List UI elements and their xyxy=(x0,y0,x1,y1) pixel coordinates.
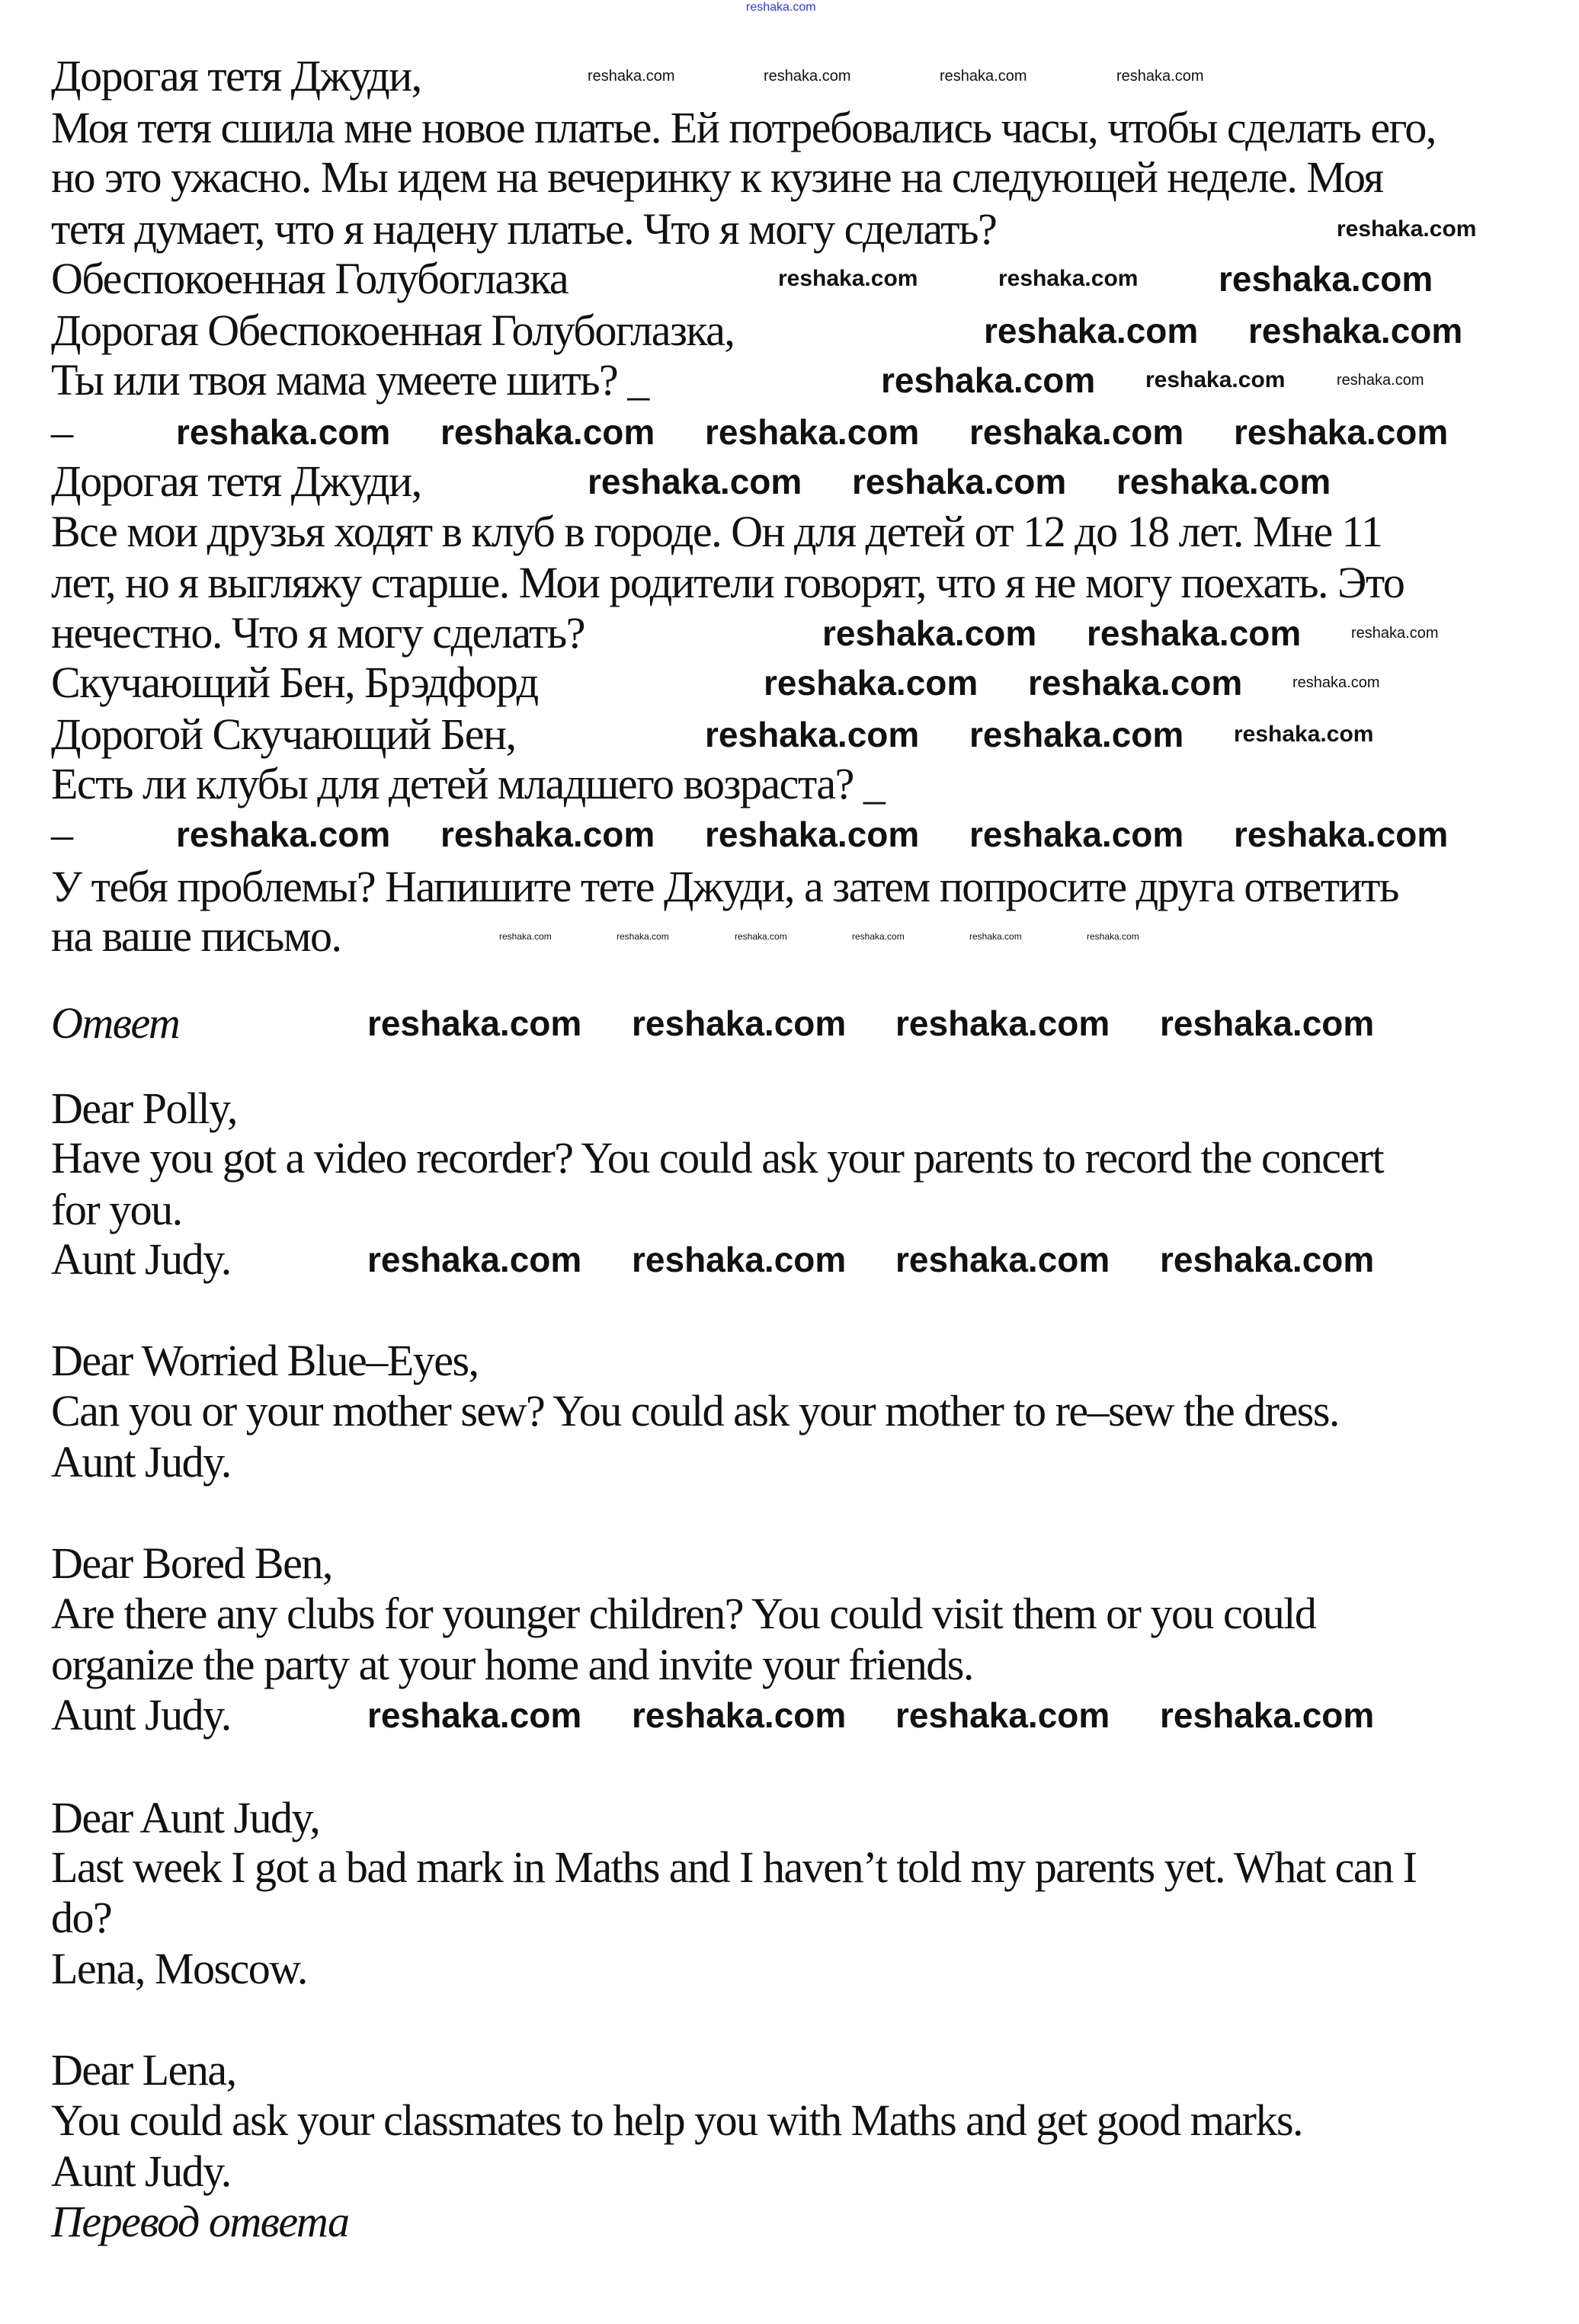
text-line: for you. xyxy=(51,1185,182,1234)
watermark: reshaka.com xyxy=(822,613,1037,653)
text-line: Last week I got a bad mark in Maths and I haven’t told my parents yet. What can I xyxy=(51,1842,1417,1892)
watermark: reshaka.com xyxy=(1351,625,1439,642)
text-line: на ваше письмо. xyxy=(51,911,341,961)
text-line: Dear Worried Blue–Eyes, xyxy=(51,1336,479,1385)
text-line: Dear Bored Ben, xyxy=(51,1538,332,1588)
watermark: reshaka.com xyxy=(895,1240,1110,1279)
watermark: reshaka.com xyxy=(1337,216,1477,242)
watermark: reshaka.com xyxy=(176,815,391,854)
text-line: Have you got a video recorder? You could ask your parents to record the concert xyxy=(51,1133,1384,1183)
watermark: reshaka.com xyxy=(764,68,851,85)
text-line: Lena, Moscow. xyxy=(51,1944,307,1993)
watermark: reshaka.com xyxy=(746,1,816,14)
watermark: reshaka.com xyxy=(588,462,802,501)
text-line: do? xyxy=(51,1893,112,1942)
watermark: reshaka.com xyxy=(1234,412,1449,452)
text-line: Дорогая тетя Джуди, xyxy=(51,51,421,101)
watermark: reshaka.com xyxy=(998,266,1139,291)
watermark: reshaka.com xyxy=(1234,815,1449,854)
watermark: reshaka.com xyxy=(969,815,1184,854)
watermark: reshaka.com xyxy=(617,931,669,942)
watermark: reshaka.com xyxy=(1160,1004,1375,1043)
text-line: Ты или твоя мама умеете шить? _ xyxy=(51,355,649,405)
text-line: – xyxy=(51,407,72,456)
watermark: reshaka.com xyxy=(1028,663,1243,703)
text-line: Can you or your mother sew? You could ask your mother to re–sew the dress. xyxy=(51,1386,1339,1436)
watermark: reshaka.com xyxy=(499,931,552,942)
text-line: Dear Polly, xyxy=(51,1084,237,1133)
watermark: reshaka.com xyxy=(778,266,918,291)
watermark: reshaka.com xyxy=(1337,372,1424,389)
text-line: Моя тетя сшила мне новое платье. Ей потребовались часы, чтобы сделать его, xyxy=(51,103,1436,152)
text-line: нечестно. Что я могу сделать? xyxy=(51,608,585,658)
watermark: reshaka.com xyxy=(1292,674,1380,691)
text-line: Dear Aunt Judy, xyxy=(51,1793,320,1842)
watermark: reshaka.com xyxy=(1087,931,1139,942)
text-line: лет, но я выгляжу старше. Мои родители говорят, что я не могу поехать. Это xyxy=(51,558,1404,607)
text-line: Все мои друзья ходят в клуб в городе. Он для детей от 12 до 18 лет. Мне 11 xyxy=(51,507,1382,556)
text-line: organize the party at your home and invite your friends. xyxy=(51,1640,973,1689)
text-line: Aunt Judy. xyxy=(51,1690,231,1740)
watermark: reshaka.com xyxy=(984,311,1199,351)
watermark: reshaka.com xyxy=(881,360,1096,400)
watermark: reshaka.com xyxy=(1234,722,1374,747)
watermark: reshaka.com xyxy=(1160,1240,1375,1279)
watermark: reshaka.com xyxy=(1116,462,1331,501)
watermark: reshaka.com xyxy=(705,815,920,854)
watermark: reshaka.com xyxy=(1248,311,1463,351)
text-line: Dear Lena, xyxy=(51,2045,236,2095)
text-line: You could ask your classmates to help you with Maths and get good marks. xyxy=(51,2095,1303,2145)
watermark: reshaka.com xyxy=(1219,259,1433,299)
text-line: тетя думает, что я надену платье. Что я могу сделать? xyxy=(51,204,997,254)
text-line: Скучающий Бен, Брэдфорд xyxy=(51,658,538,707)
watermark: reshaka.com xyxy=(1116,68,1204,85)
text-line: Aunt Judy. xyxy=(51,1437,231,1487)
watermark: reshaka.com xyxy=(1145,367,1286,392)
watermark: reshaka.com xyxy=(969,412,1184,452)
section-heading: Ответ xyxy=(51,998,180,1048)
watermark: reshaka.com xyxy=(969,715,1184,754)
text-line: Обеспокоенная Голубоглазка xyxy=(51,254,569,303)
watermark: reshaka.com xyxy=(1160,1695,1375,1735)
watermark: reshaka.com xyxy=(367,1695,582,1735)
text-line: Есть ли клубы для детей младшего возраста? _ xyxy=(51,759,885,808)
watermark: reshaka.com xyxy=(764,663,978,703)
text-line: Aunt Judy. xyxy=(51,1234,231,1284)
watermark: reshaka.com xyxy=(852,931,905,942)
text-line: но это ужасно. Мы идем на вечеринку к кузине на следующей неделе. Моя xyxy=(51,152,1383,202)
watermark: reshaka.com xyxy=(367,1004,582,1043)
watermark: reshaka.com xyxy=(176,412,391,452)
text-line: Дорогая тетя Джуди, xyxy=(51,456,421,506)
watermark: reshaka.com xyxy=(367,1240,582,1279)
watermark: reshaka.com xyxy=(1087,613,1302,653)
watermark: reshaka.com xyxy=(588,68,675,85)
text-line: Дорогой Скучающий Бен, xyxy=(51,709,516,759)
watermark: reshaka.com xyxy=(969,931,1022,942)
watermark: reshaka.com xyxy=(735,931,787,942)
text-line: – xyxy=(51,809,72,859)
watermark: reshaka.com xyxy=(632,1004,847,1043)
watermark: reshaka.com xyxy=(895,1695,1110,1735)
watermark: reshaka.com xyxy=(632,1695,847,1735)
watermark: reshaka.com xyxy=(895,1004,1110,1043)
text-line: У тебя проблемы? Напишите тете Джуди, а затем попросите друга ответить xyxy=(51,862,1398,911)
watermark: reshaka.com xyxy=(705,715,920,754)
text-line: Are there any clubs for younger children? You could visit them or you could xyxy=(51,1589,1316,1638)
watermark: reshaka.com xyxy=(440,815,655,854)
section-heading: Перевод ответа xyxy=(51,2197,349,2246)
watermark: reshaka.com xyxy=(440,412,655,452)
text-line: Дорогая Обеспокоенная Голубоглазка, xyxy=(51,306,735,355)
watermark: reshaka.com xyxy=(632,1240,847,1279)
watermark: reshaka.com xyxy=(705,412,920,452)
watermark: reshaka.com xyxy=(940,68,1027,85)
text-line: Aunt Judy. xyxy=(51,2146,231,2196)
watermark: reshaka.com xyxy=(852,462,1067,501)
